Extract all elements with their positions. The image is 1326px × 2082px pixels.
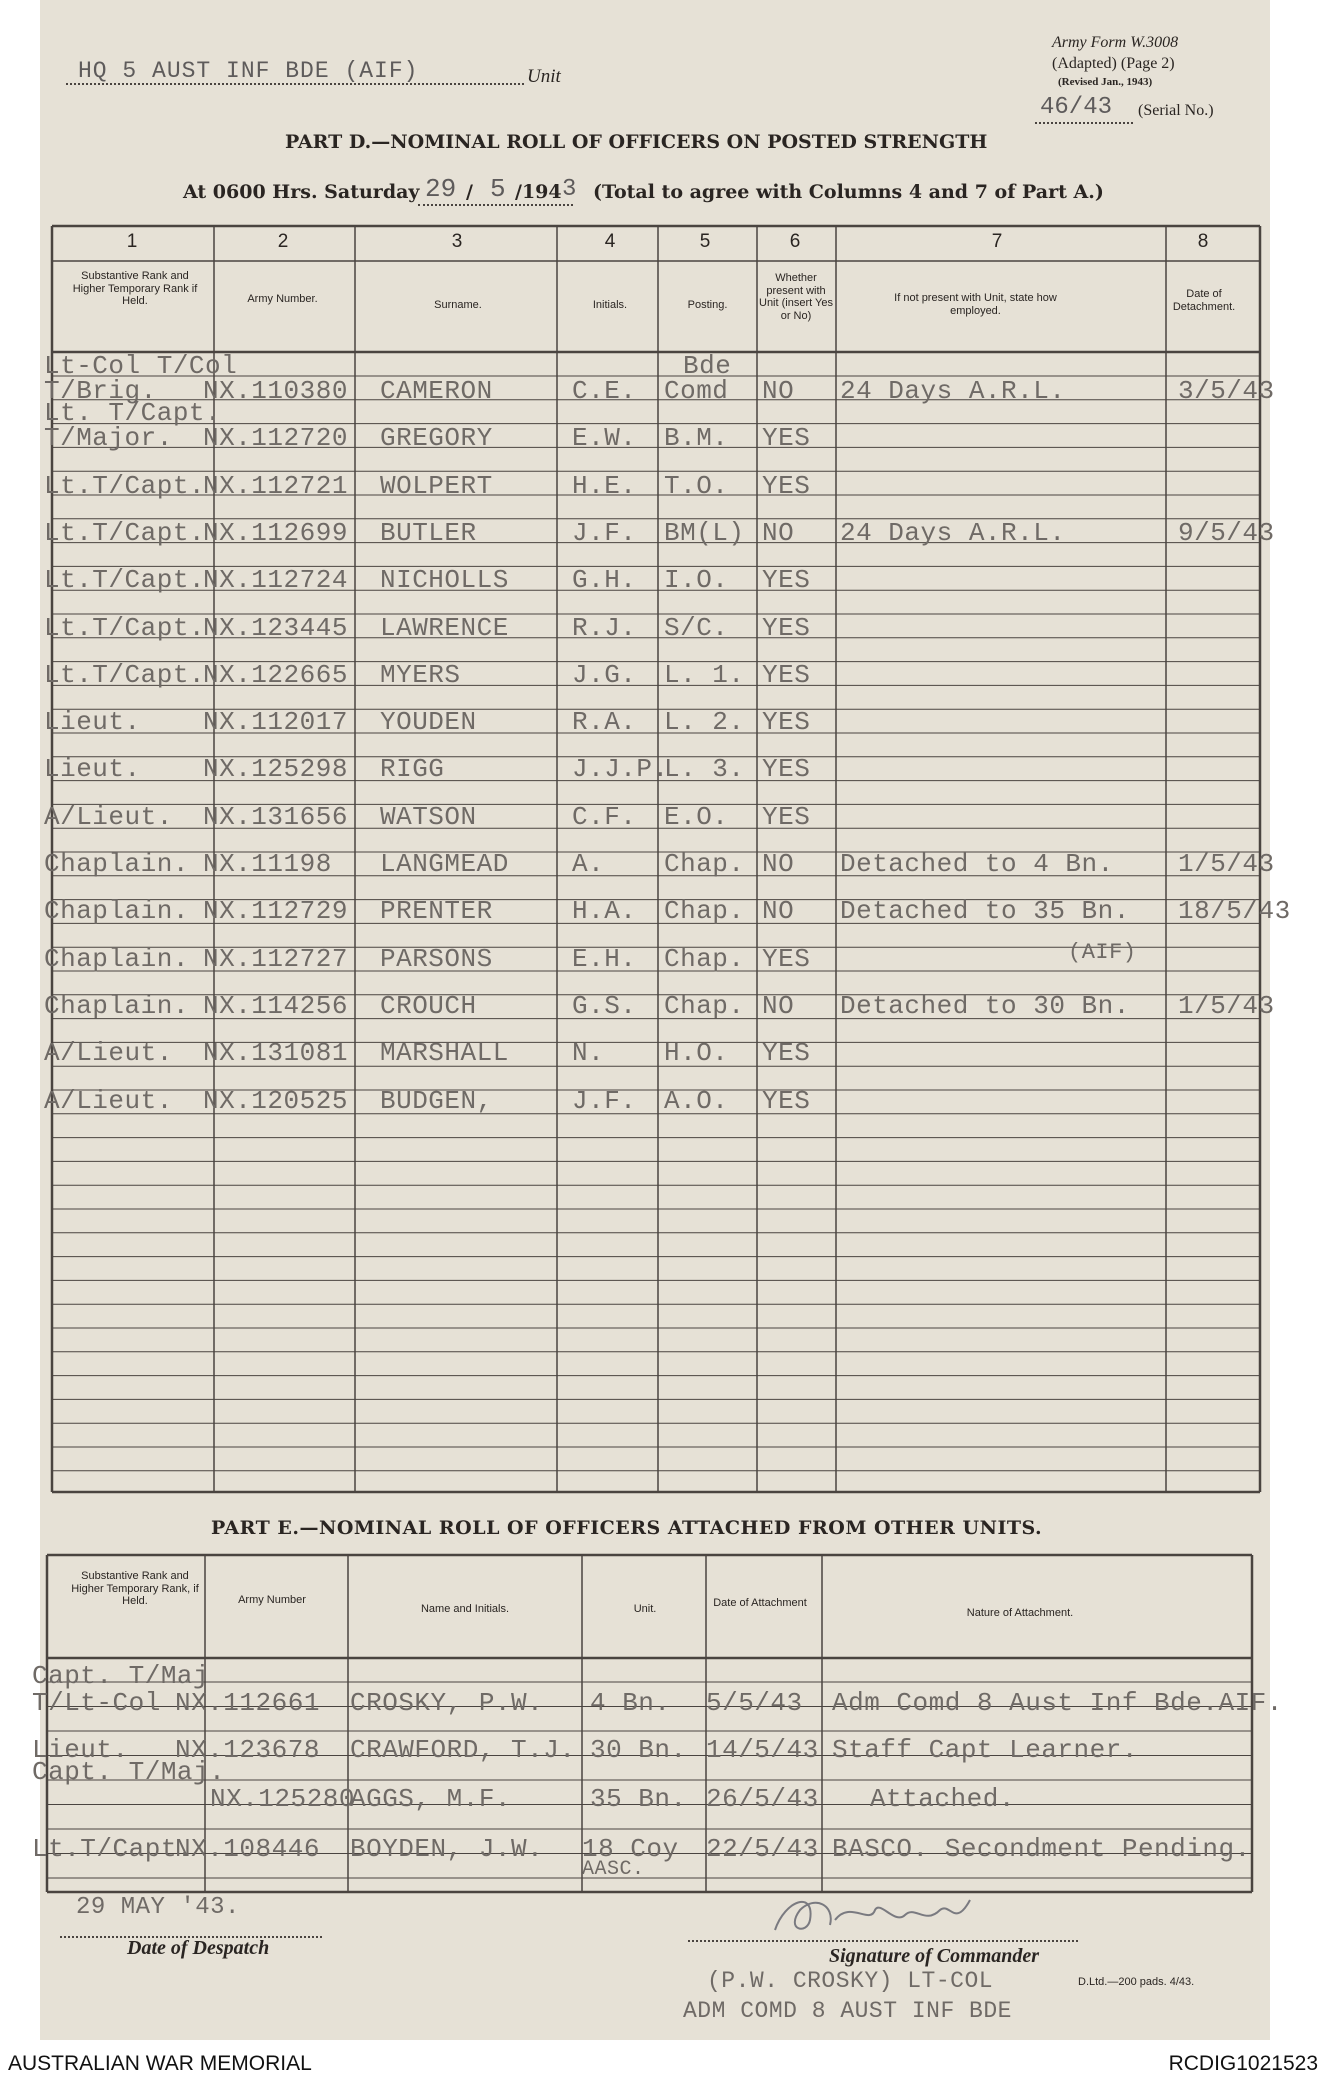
row-posting: A.O. [664,1085,729,1116]
header-initials: Initials. [592,299,628,311]
row-present: NO [762,376,795,406]
e-header-name: Name and Initials. [420,1603,510,1615]
e-row-unit-sub: AASC. [582,1858,645,1881]
row-surname: NICHOLLS [380,565,509,596]
row-army-number: NX.131656 [203,801,348,832]
col-number-7: 7 [991,231,1003,252]
e-row-date: 5/5/43 [706,1688,803,1718]
e-row-nature: BASCO. Secondment Pending. [832,1834,1251,1864]
e-header-date: Date of Attachment [713,1597,807,1609]
row-initials: R.A. [572,707,637,738]
e-row-rank-top: Capt. T/Maj [32,1661,210,1691]
row-surname: MYERS [380,659,461,690]
row-rank: A/Lieut. [44,801,173,832]
row-posting: H.O. [664,1038,729,1069]
row-present: YES [762,1085,811,1116]
row-surname: GREGORY [380,423,493,454]
header-army-number: Army Number. [247,293,318,305]
row-date: 1/5/43 [1178,849,1275,879]
row-initials: N. [572,1038,605,1069]
serial-label: (Serial No.) [1138,102,1214,119]
row-army-number: NX.112721 [203,470,348,501]
header-present: Whether present with Unit (insert Yes or No) [759,272,833,322]
e-row-date: 14/5/43 [706,1735,819,1765]
row-present: YES [762,754,811,785]
row-present: YES [762,565,811,596]
col-number-3: 3 [451,231,463,252]
row-army-number: NX.122665 [203,659,348,690]
row-posting: S/C. [664,612,729,643]
e-row-unit: 35 Bn. [590,1784,687,1814]
e-row-rank: Lieut. [32,1735,129,1765]
row-date: 18/5/43 [1178,896,1291,927]
row-rank: A/Lieut. [44,1038,173,1069]
despatch-date: 29 MAY '43. [76,1894,240,1921]
row-surname: RIGG [380,754,445,785]
e-row-army-number: NX.108446 [175,1834,320,1864]
row-employed: 24 Days A.R.L. [840,376,1066,406]
row-present: YES [762,707,811,738]
row-date: 9/5/43 [1178,517,1275,548]
row-initials: G.H. [572,565,637,596]
row-surname: PRENTER [380,896,493,927]
e-row-name: AGGS, M.F. [350,1784,512,1814]
row-present: NO [762,517,795,548]
e-row-nature: Adm Comd 8 Aust Inf Bde.AIF. [832,1688,1283,1718]
archive-footer [0,2040,1326,2082]
e-row-name: CRAWFORD, T.J. [350,1735,576,1765]
at-suffix: (Total to agree with Columns 4 and 7 of Part A.) [593,181,1104,203]
row-posting: I.O. [664,565,729,596]
form-line3: (Revised Jan., 1943) [1058,76,1153,88]
form-line2: (Adapted) (Page 2) [1052,55,1175,72]
row-initials: H.E. [572,470,637,501]
printer-note: D.Ltd.—200 pads. 4/43. [1078,1976,1195,1988]
unit-label: Unit [527,66,561,87]
row-rank: Lt.T/Capt. [44,470,206,501]
row-army-number: NX.114256 [203,990,348,1021]
row-surname: PARSONS [380,943,493,974]
row-initials: J.J.P. [572,754,669,785]
row-surname: CROUCH [380,990,477,1021]
row-initials: J.G. [572,659,637,690]
row-surname: WATSON [380,801,477,832]
header-posting: Posting. [687,299,728,311]
row-employed: Detached to 35 Bn. [840,896,1130,927]
row-posting: Comd [664,376,729,406]
e-row-unit: 4 Bn. [590,1688,671,1718]
row-surname: CAMERON [380,376,493,406]
row-present: NO [762,849,795,879]
e-row-name: BOYDEN, J.W. [350,1834,544,1864]
row-rank: Chaplain. [44,943,189,974]
row-army-number: NX.112729 [203,896,348,927]
row-initials: R.J. [572,612,637,643]
row-posting: B.M. [664,423,729,454]
e-row-date: 22/5/43 [706,1834,819,1864]
row-posting: Chap. [664,943,745,974]
row-present: YES [762,1038,811,1069]
row-employed: Detached to 4 Bn. [840,849,1114,879]
row-rank: Chaplain. [44,896,189,927]
row-initials: C.F. [572,801,637,832]
row-present: YES [762,943,811,974]
row-army-number: NX.112017 [203,707,348,738]
day-value: 29 [425,174,457,204]
row-date: 3/5/43 [1178,376,1275,406]
e-row-name: CROSKY, P.W. [350,1688,544,1718]
e-row-rank: Lt.T/Capt. [32,1834,194,1864]
row-posting: L. 1. [664,659,745,690]
year-digit: 3 [562,176,577,203]
row-present: YES [762,659,811,690]
row-rank-top: Lt. T/Capt. [44,398,222,429]
row-present: YES [762,801,811,832]
e-row-nature: Staff Capt Learner. [832,1735,1138,1765]
row-surname: YOUDEN [380,707,477,738]
row-date: 1/5/43 [1178,990,1275,1021]
date-slash: / [466,181,473,203]
row-posting: T.O. [664,470,729,501]
e-row-date: 26/5/43 [706,1784,819,1814]
row-rank: A/Lieut. [44,1085,173,1116]
signature-dotted-line [688,1940,1078,1942]
row-rank: T/Brig. [44,376,157,406]
part-d-title: PART D.—NOMINAL ROLL OF OFFICERS ON POSTED STRENGTH [285,131,988,153]
row-posting: L. 2. [664,707,745,738]
header-date: Date of Detachment. [1172,288,1236,313]
row-surname: BUTLER [380,517,477,548]
row-present: NO [762,990,795,1021]
row-army-number: NX.112724 [203,565,348,596]
header-rank: Substantive Rank and Higher Temporary Rank if Held. [72,270,198,308]
col-number-2: 2 [277,231,289,252]
row-rank-top: Lt-Col T/Col [44,351,238,381]
row-rank: Lt.T/Capt. [44,612,206,643]
header-surname: Surname. [434,299,482,311]
e-row-unit: 30 Bn. [590,1735,687,1765]
row-army-number: NX.110380 [203,376,348,406]
col-number-1: 1 [126,231,138,252]
row-initials: E.H. [572,943,637,974]
row-rank: T/Major. [44,423,173,454]
row-rank: Lt.T/Capt. [44,565,206,596]
e-header-unit: Unit. [633,1603,657,1615]
row-rank: Lt.T/Capt. [44,659,206,690]
row-rank: Chaplain. [44,849,189,879]
e-row-rank-top: Capt. T/Maj. [32,1757,226,1787]
unit-name: HQ 5 AUST INF BDE (AIF) [78,58,419,84]
signature-label: Signature of Commander [829,1945,1040,1967]
row-surname: BUDGEN, [380,1085,493,1116]
e-header-rank: Substantive Rank and Higher Temporary Rank, if Held. [71,1570,199,1608]
row-present: NO [762,896,795,927]
row-initials: E.W. [572,423,637,454]
row-posting: Chap. [664,849,745,879]
row-posting: E.O. [664,801,729,832]
row-army-number: NX.123445 [203,612,348,643]
e-header-nature: Nature of Attachment. [966,1607,1074,1619]
row-employed: Detached to 30 Bn. [840,990,1130,1021]
row-posting: Chap. [664,990,745,1021]
year-prefix: /194 [515,181,562,203]
commander-line1: (P.W. CROSKY) LT-COL [707,1968,994,1994]
row-initials: G.S. [572,990,637,1021]
at-prefix: At 0600 Hrs. Saturday [183,181,420,203]
row-posting-top: Bde [683,351,732,381]
row-army-number: NX.112727 [203,943,348,974]
row-employed: 24 Days A.R.L. [840,517,1066,548]
serial-number: 46/43 [1040,94,1113,121]
row-initials: J.F. [572,1085,637,1116]
row-army-number: NX.125298 [203,754,348,785]
row-surname: WOLPERT [380,470,493,501]
e-row-nature: Attached. [870,1784,1015,1814]
form-line1: Army Form W.3008 [1052,34,1179,51]
archive-left: AUSTRALIAN WAR MEMORIAL [8,2052,312,2075]
e-row-army-number: NX.123678 [175,1735,320,1765]
e-row-unit: 18 Coy [582,1834,679,1864]
col-number-4: 4 [604,231,616,252]
col-number-5: 5 [699,231,711,252]
row-surname: LANGMEAD [380,849,509,879]
row-rank: Lt.T/Capt. [44,517,206,548]
row-rank: Chaplain. [44,990,189,1021]
row-army-number: NX.131081 [203,1038,348,1069]
month-value: 5 [490,174,506,204]
row-initials: A. [572,849,605,879]
col-number-8: 8 [1197,231,1209,252]
row-initials: C.E. [572,376,637,406]
commander-line2: ADM COMD 8 AUST INF BDE [683,1998,1012,2024]
row-army-number: NX.11198 [203,849,332,879]
row-initials: H.A. [572,896,637,927]
row-present: YES [762,423,811,454]
row-posting: Chap. [664,896,745,927]
row-rank: Lieut. [44,707,141,738]
row-surname: LAWRENCE [380,612,509,643]
e-row-army-number: NX.112661 [175,1688,320,1718]
header-employed: If not present with Unit, state how employed. [894,292,1057,317]
e-row-rank: T/Lt-Col [32,1688,161,1718]
despatch-label: Date of Despatch [127,1937,270,1959]
aif-note: (AIF) [1068,940,1137,965]
row-present: YES [762,612,811,643]
e-header-army-number: Army Number [238,1594,306,1606]
row-army-number: NX.120525 [203,1085,348,1116]
row-army-number: NX.112720 [203,423,348,454]
row-army-number: NX.112699 [203,517,348,548]
row-surname: MARSHALL [380,1038,509,1069]
row-posting: BM(L) [664,517,745,548]
part-e-title: PART E.—NOMINAL ROLL OF OFFICERS ATTACHED FROM OTHER UNITS. [211,1517,1043,1539]
row-rank: Lieut. [44,754,141,785]
row-present: YES [762,470,811,501]
col-number-6: 6 [789,231,801,252]
row-posting: L. 3. [664,754,745,785]
row-initials: J.F. [572,517,637,548]
archive-right: RCDIG1021523 [1168,2052,1318,2075]
e-row-army-number: NX.125280 [210,1784,355,1814]
